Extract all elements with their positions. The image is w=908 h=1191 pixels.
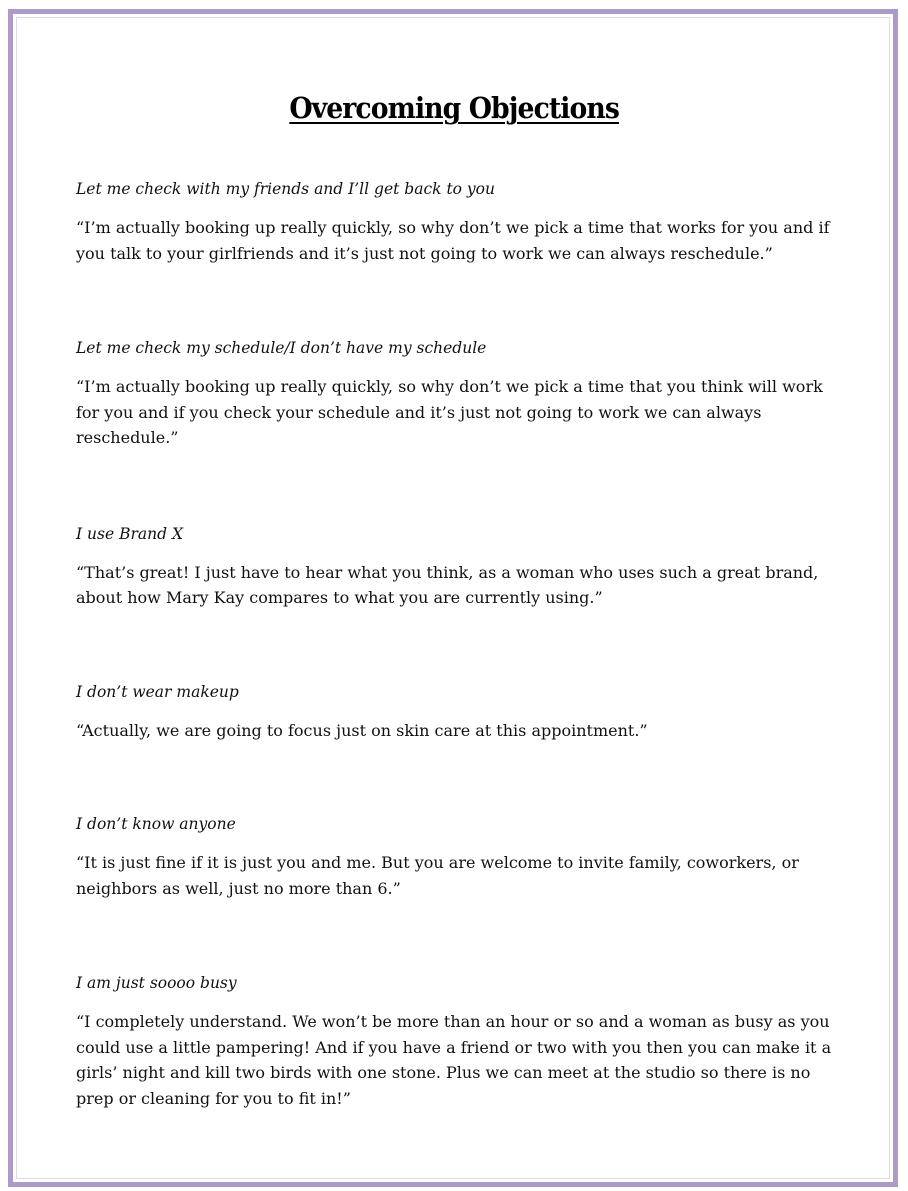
objection-answer: “It is just fine if it is just you and me. But you are welcome to invite family, coworkers, or neighbors as well, just no more than 6.”: [76, 853, 799, 898]
objection-answer: “I’m actually booking up really quickly, so why don’t we pick a time that you think will work for you and if you check your schedule and it’s just not going to work we can always reschedule.”: [76, 377, 823, 447]
objection-item: [76, 971, 836, 1111]
objection-item: [76, 177, 836, 266]
objection-question: Let me check my schedule/I don’t have my schedule: [76, 339, 487, 357]
objections-list: [76, 177, 836, 1125]
objection-item: [76, 680, 836, 744]
objection-question: Let me check with my friends and I’ll get back to you: [76, 180, 495, 198]
objection-answer: “Actually, we are going to focus just on skin care at this appointment.”: [76, 720, 648, 740]
objection-question: I use Brand X: [76, 524, 183, 543]
objection-item: [76, 522, 836, 611]
objection-question: I am just soooo busy: [76, 974, 237, 992]
objection-item: [76, 812, 836, 901]
objection-answer: “That’s great! I just have to hear what you think, as a woman who uses such a great brand, about how Mary Kay compares to what you are currently using.”: [76, 562, 819, 607]
objection-question: I don’t wear makeup: [76, 682, 239, 701]
objection-answer: “I’m actually booking up really quickly, so why don’t we pick a time that works for you and if you talk to your girlfriends and it’s just not going to work we can always reschedule.”: [76, 218, 830, 263]
objection-item: [76, 336, 836, 451]
page-title: Overcoming Objections: [289, 91, 619, 126]
objection-answer: “I completely understand. We won’t be more than an hour or so and a woman as busy as you could use a little pampering! And if you have a friend or two with you then you can make it a girls’ night and kill two birds with one stone. Plus we can meet at the studio so there is no prep or cleaning for you to fit in!”: [76, 1012, 832, 1108]
objection-question: I don’t know anyone: [76, 815, 236, 833]
